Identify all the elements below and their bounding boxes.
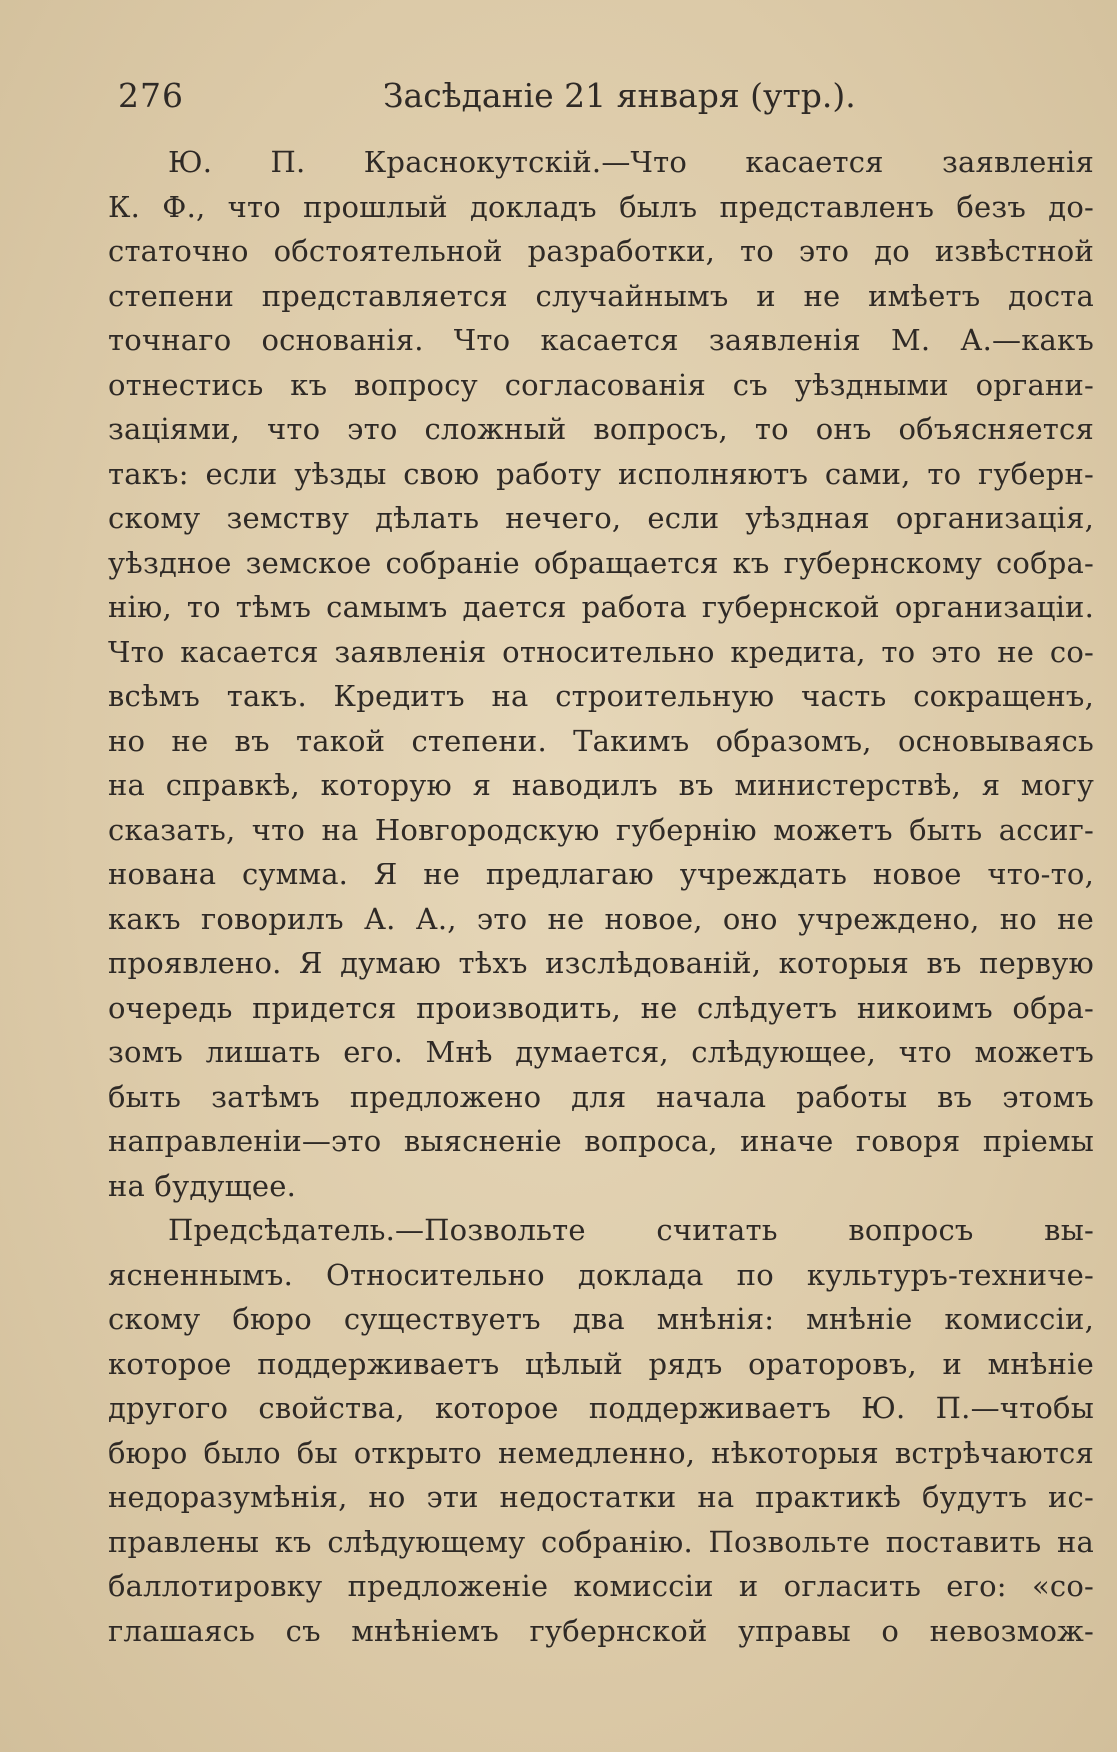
text-line: заціями, что это сложный вопросъ, то онъ объясняется [108,412,1094,446]
text-line: но не въ такой степени. Такимъ образомъ, основываясь [108,723,1094,758]
text-line: Ю. П. Краснокутскій.—Что касается заявленія [168,145,1094,179]
text-line: точнаго основанія. Что касается заявленія М. А.—какъ [108,323,1094,357]
text-line: какъ говорилъ А. А., это не новое, оно учреждено, но не [108,901,1094,936]
text-line: скому земству дѣлать нечего, если уѣздная организація, [108,501,1094,535]
text-line: такъ: если уѣзды свою работу исполняютъ сами, то губерн- [108,456,1094,491]
text-line: степени представляется случайнымъ и не имѣетъ доста [108,278,1094,313]
text-line: на справкѣ, которую я наводилъ въ министерствѣ, я могу [108,768,1094,802]
text-line: проявлено. Я думаю тѣхъ изслѣдованій, которыя въ первую [108,946,1094,980]
text-line: скому бюро существуетъ два мнѣнія: мнѣніе комиссіи, [108,1302,1094,1336]
text-line: баллотировку предложеніе комиссіи и огласить его: «со- [108,1569,1094,1603]
text-line: нована сумма. Я не предлагаю учреждать новое что-то, [108,857,1094,891]
text-line: статочно обстоятельной разработки, то это до извѣстной [108,234,1094,268]
page-number: 276 [118,76,184,115]
text-line: всѣмъ такъ. Кредитъ на строительную часть сокращенъ, [108,679,1094,713]
text-line: бюро было бы открыто немедленно, нѣкоторыя встрѣчаются [108,1435,1094,1470]
text-line: зомъ лишать его. Мнѣ думается, слѣдующее, что можетъ [108,1035,1094,1069]
text-line: нію, то тѣмъ самымъ дается работа губернской организаціи. [108,590,1094,624]
text-line: Предсѣдатель.—Позвольте считать вопросъ вы- [168,1213,1094,1247]
text-line: быть затѣмъ предложено для начала работы въ этомъ [108,1079,1094,1114]
page-header [118,76,856,124]
page-body [108,140,1094,1653]
text-line: очередь придется производить, не слѣдуетъ никоимъ обра- [108,990,1094,1025]
text-line: которое поддерживаетъ цѣлый рядъ ораторовъ, и мнѣніе [108,1346,1094,1381]
text-line: отнестись къ вопросу согласованія съ уѣздными органи- [108,367,1094,402]
running-head: Засѣданіе 21 января (утр.). [383,76,856,115]
text-line: направленіи—это выясненіе вопроса, иначе говоря пріемы [108,1124,1094,1158]
text-line: сказать, что на Новгородскую губернію можетъ быть ассиг- [108,812,1094,847]
text-line: ясненнымъ. Относительно доклада по культуръ-техниче- [108,1257,1094,1292]
text-line: уѣздное земское собраніе обращается къ губернскому собра- [108,545,1094,580]
text-line: другого свойства, которое поддерживаетъ Ю. П.—чтобы [108,1391,1094,1425]
text-line: Что касается заявленія относительно кредита, то это не со- [108,634,1094,669]
text-line: правлены къ слѣдующему собранію. Позвольте поставить на [108,1524,1094,1559]
text-line: К. Ф., что прошлый докладъ былъ представленъ безъ до- [108,189,1094,224]
text-line: глашаясь съ мнѣніемъ губернской управы о невозмож- [108,1613,1094,1648]
text-line: на будущее. [108,1168,296,1203]
text-line: недоразумѣнія, но эти недостатки на практикѣ будутъ ис- [108,1480,1094,1514]
